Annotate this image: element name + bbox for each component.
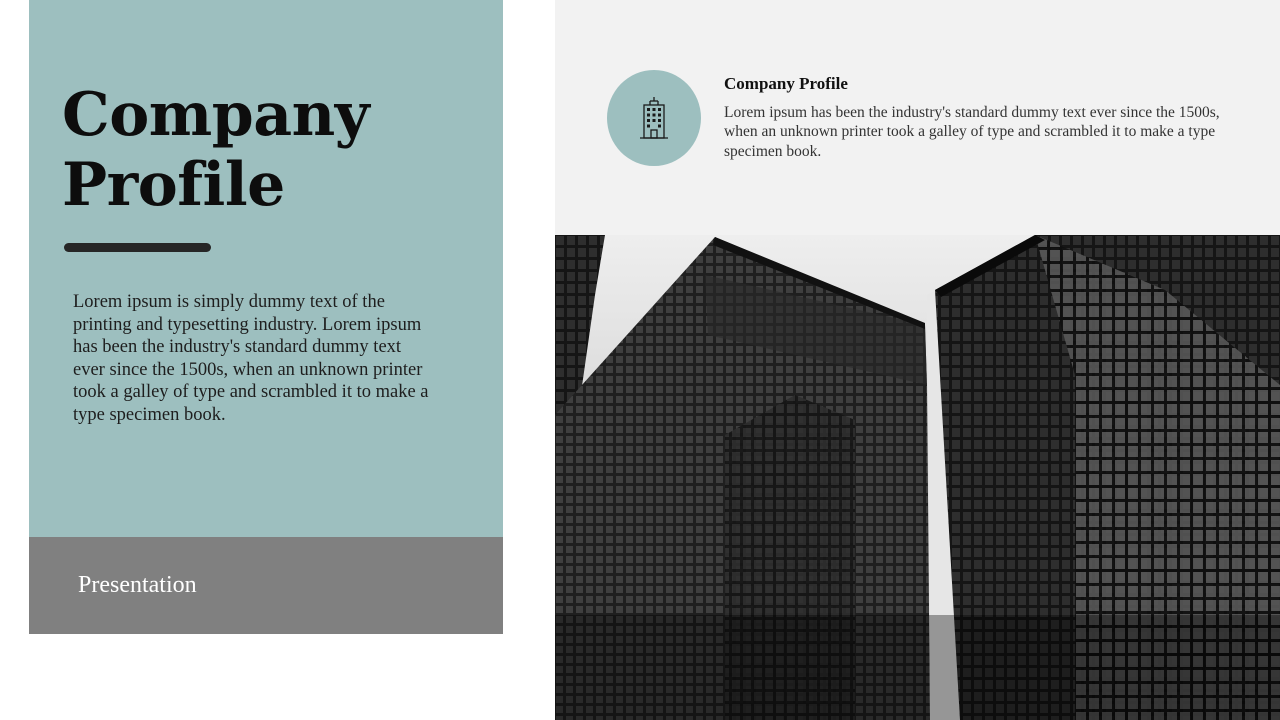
footer-band (29, 537, 503, 634)
left-panel (29, 0, 503, 537)
title-underline (64, 243, 211, 252)
left-body-text: Lorem ipsum is simply dummy text of the printing and typesetting industry. Lorem ipsum has been the industry's standard dummy text ever since the 1500s, when an unknown printer took a galley of type and scrambled it to make a type specimen book. (73, 292, 429, 425)
main-title-line2: Profile (62, 150, 285, 220)
icon-circle (607, 70, 701, 166)
presentation-label: Presentation (78, 572, 197, 598)
office-building-icon (639, 96, 669, 140)
info-body-text: Lorem ipsum has been the industry's standard dummy text ever since the 1500s, when an unknown printer took a galley of type and scrambled it to make a type specimen book. (724, 104, 1220, 160)
info-panel (555, 0, 1280, 235)
skyscrapers-photo (555, 235, 1280, 720)
main-title-line1: Company (62, 80, 370, 150)
main-title (62, 80, 482, 220)
info-heading: Company Profile (724, 74, 848, 93)
